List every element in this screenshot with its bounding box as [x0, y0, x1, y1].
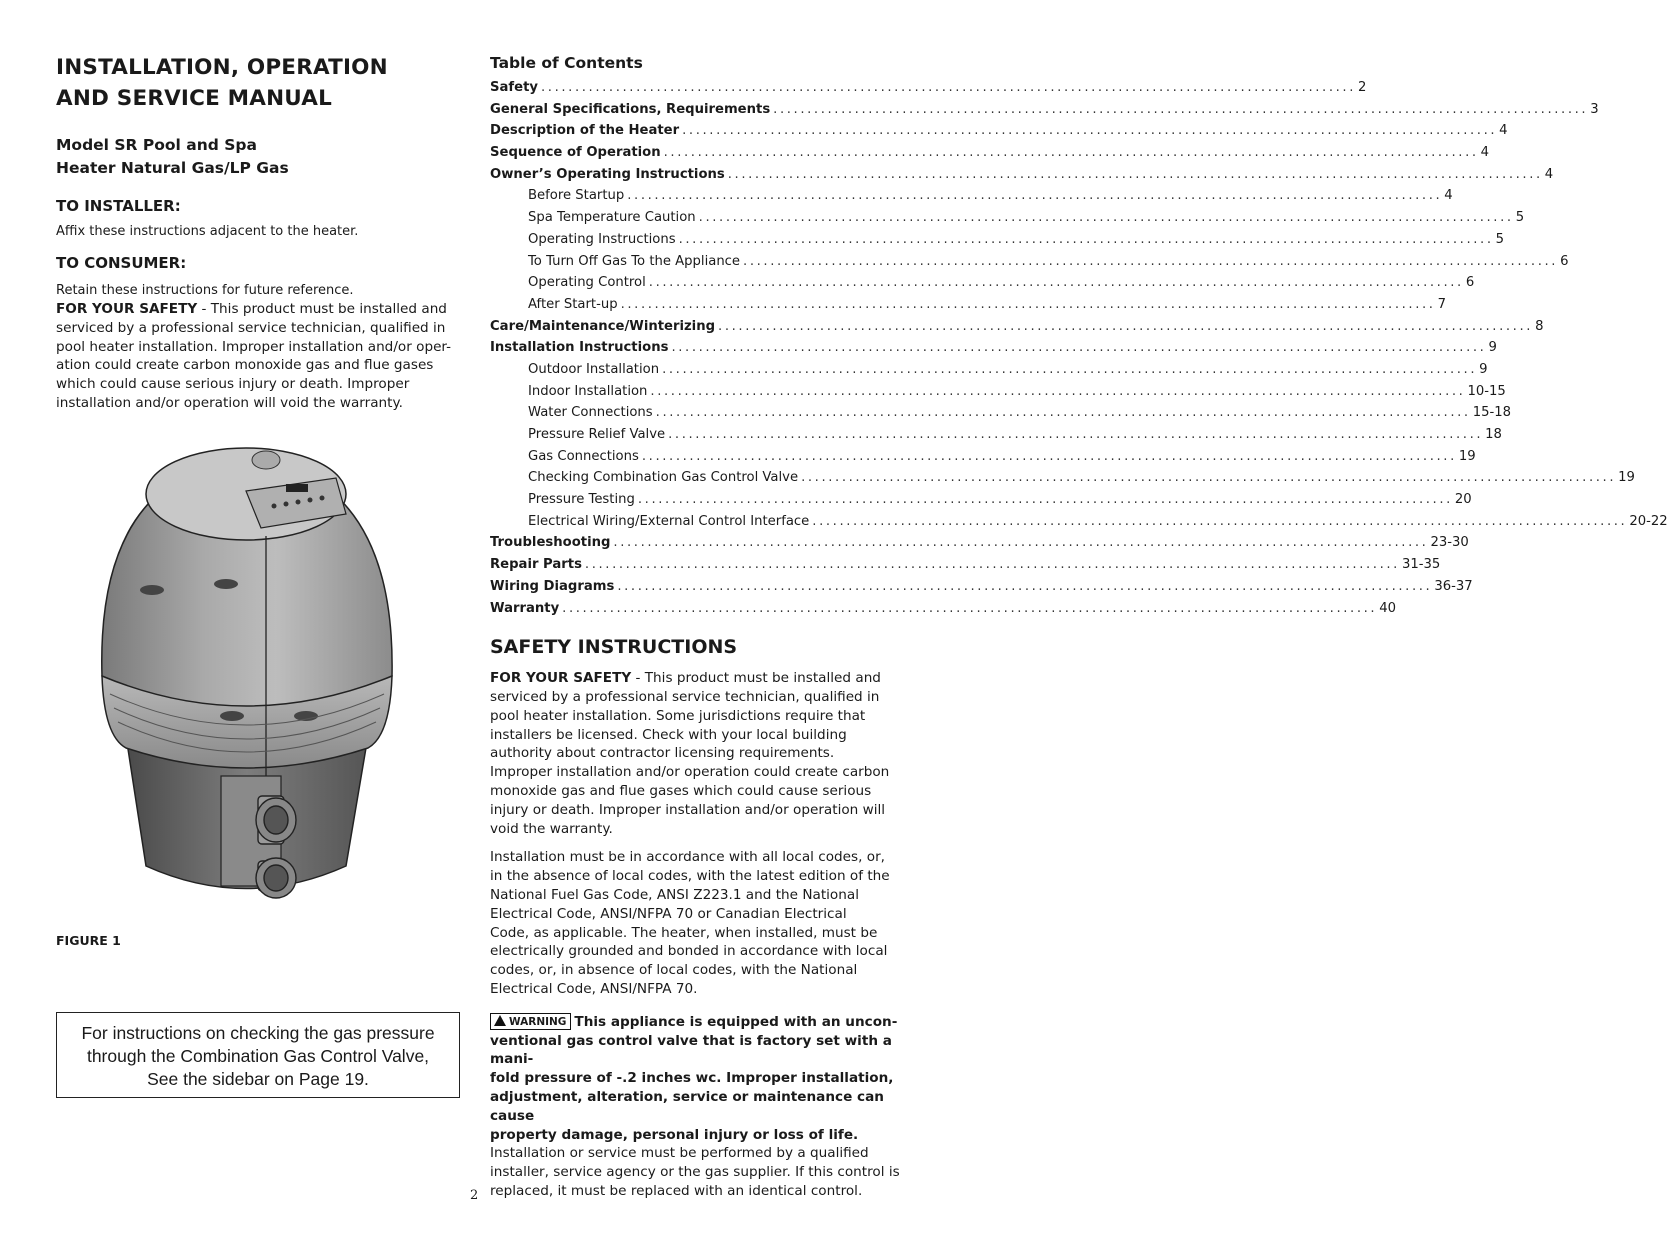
toc-entry	[490, 251, 1569, 273]
toc-entry-label: To Turn Off Gas To the Appliance	[528, 253, 741, 269]
toc-leader-dots: ........................................................................................................................	[562, 600, 1378, 616]
safety-line: void the warranty.	[490, 820, 613, 837]
left-column	[56, 52, 462, 413]
toc-entry-label: Before Startup	[528, 188, 625, 204]
toc-entry	[490, 467, 1635, 489]
safety-line: injury or death. Improper installation and/or operation will	[490, 801, 886, 818]
code-line: Electrical Code, ANSI/NFPA 70 or Canadian Electrical	[490, 905, 847, 922]
toc-leader-dots: ........................................................................................................................	[663, 145, 1479, 161]
toc-entry	[490, 185, 1453, 207]
title-line-1: INSTALLATION, OPERATION	[56, 55, 388, 80]
toc-entry-label: Care/Maintenance/Winterizing	[490, 318, 716, 334]
toc-entry-label: Gas Connections	[528, 448, 639, 464]
safety-line: - This product must be installed and	[631, 670, 881, 687]
toc-entry	[490, 554, 1441, 576]
warning-badge	[490, 1013, 571, 1030]
right-column	[490, 52, 1668, 1211]
model-line-2: Heater Natural Gas/LP Gas	[56, 159, 289, 177]
code-line: Code, as applicable. The heater, when installed, must be	[490, 924, 878, 941]
toc-leader-dots: ........................................................................................................................	[801, 470, 1617, 486]
gas-pressure-note-box	[56, 1012, 460, 1098]
toc-entry-page: 5	[1515, 210, 1525, 226]
toc-entry-label: Pressure Testing	[528, 492, 635, 508]
toc-entry-page: 4	[1444, 188, 1453, 204]
toc-entry	[490, 598, 1396, 620]
toc-entry	[490, 532, 1469, 554]
code-line: in the absence of local codes, with the latest edition of the	[490, 868, 890, 885]
toc-leader-dots: ........................................................................................................................	[650, 383, 1466, 399]
toc-entry-label: Warranty	[490, 600, 560, 616]
toc-entry	[490, 424, 1502, 446]
toc-entry	[490, 489, 1472, 511]
left-safety-bold: FOR YOUR SAFETY	[56, 301, 198, 317]
warning-paragraph	[490, 1013, 900, 1201]
manual-title	[56, 52, 462, 114]
warning-triangle-icon	[494, 1015, 506, 1026]
toc-entry-label: Operating Instructions	[528, 231, 676, 247]
safety-line: pool heater installation. Some jurisdictions require that	[490, 707, 866, 724]
code-line: Electrical Code, ANSI/NFPA 70.	[490, 980, 698, 997]
left-safety-line: - This product must be installed and	[197, 301, 447, 317]
toc-entry-label: General Specifications, Requirements	[490, 101, 771, 117]
toc-leader-dots: ........................................................................................................................	[727, 166, 1543, 182]
toc-entry-page: 8	[1535, 318, 1544, 334]
toc-leader-dots: ........................................................................................................................	[655, 405, 1471, 421]
toc-entry-page: 6	[1560, 253, 1569, 269]
toc-title: Table of Contents	[490, 54, 643, 72]
toc-entry	[490, 337, 1497, 359]
toc-entry-page: 31-35	[1401, 557, 1441, 573]
toc-entry-page: 15-18	[1472, 405, 1512, 421]
toc-entry-label: Installation Instructions	[490, 340, 669, 356]
toc-entry-label: Indoor Installation	[528, 383, 648, 399]
toc-leader-dots: ........................................................................................................................	[718, 318, 1534, 334]
title-line-2: AND SERVICE MANUAL	[56, 86, 333, 111]
toc-entry	[490, 446, 1476, 468]
toc-leader-dots: ........................................................................................................................	[682, 123, 1498, 139]
toc-entry-page: 40	[1379, 600, 1396, 616]
toc-leader-dots: ........................................................................................................................	[540, 80, 1357, 95]
toc-leader-dots: ........................................................................................................................	[668, 427, 1484, 442]
toc-entry-label: Safety	[490, 80, 538, 95]
table-of-contents	[490, 77, 1668, 619]
toc-leader-dots: ........................................................................................................................	[773, 101, 1589, 117]
installer-text: Affix these instructions adjacent to the heater.	[56, 224, 359, 239]
toc-entry	[490, 381, 1506, 403]
toc-leader-dots: ........................................................................................................................	[627, 188, 1443, 204]
toc-entry-page: 4	[1480, 145, 1490, 161]
toc-entry-label: Spa Temperature Caution	[528, 210, 696, 226]
left-safety-line: which could cause serious injury or death. Improper	[56, 376, 410, 393]
toc-entry	[490, 77, 1367, 99]
toc-entry	[490, 402, 1512, 424]
left-safety-line: ation could create carbon monoxide gas and flue gases	[56, 357, 434, 374]
toc-entry	[490, 511, 1668, 533]
warning-line: replaced, it must be replaced with an identical control.	[490, 1182, 863, 1199]
warning-line: installer, service agency or the gas supplier. If this control is	[490, 1164, 900, 1181]
left-safety-line: serviced by a professional service technician, qualified in	[56, 319, 446, 336]
figure-label: FIGURE 1	[56, 933, 121, 948]
toc-entry-page: 23-30	[1430, 535, 1469, 551]
safety-line: monoxide gas and flue gases which could cause serious	[490, 782, 872, 799]
safety-bold: FOR YOUR SAFETY	[490, 670, 632, 687]
code-line: codes, or, in absence of local codes, with the National	[490, 962, 858, 979]
toc-entry-label: Checking Combination Gas Control Valve	[528, 470, 799, 486]
toc-entry	[490, 120, 1508, 142]
model-line-1: Model SR Pool and Spa	[56, 136, 257, 154]
code-line: National Fuel Gas Code, ANSI Z223.1 and the National	[490, 886, 859, 903]
toc-entry-label: Troubleshooting	[490, 535, 611, 551]
toc-entry-page: 5	[1495, 231, 1504, 247]
safety-line: serviced by a professional service technician, qualified in	[490, 688, 880, 705]
note-line: For instructions on checking the gas pressure	[81, 1023, 435, 1043]
toc-entry	[490, 272, 1475, 294]
toc-leader-dots: ........................................................................................................................	[637, 492, 1453, 508]
code-line: Installation must be in accordance with all local codes, or,	[490, 849, 886, 866]
toc-entry-label: Description of the Heater	[490, 123, 680, 139]
toc-leader-dots: ........................................................................................................................	[641, 448, 1457, 464]
toc-entry	[490, 359, 1488, 381]
toc-entry-page: 6	[1465, 275, 1475, 291]
safety-line: installers be licensed. Check with your local building	[490, 726, 847, 743]
toc-entry-page: 9	[1488, 340, 1497, 356]
warning-bold-line: ventional gas control valve that is factory set with a mani-	[490, 1032, 892, 1068]
toc-entry	[490, 207, 1525, 229]
code-line: electrically grounded and bonded in accordance with local	[490, 943, 888, 960]
toc-entry-page: 36-37	[1434, 578, 1473, 594]
toc-entry-page: 3	[1590, 101, 1599, 117]
toc-entry-label: Pressure Relief Valve	[528, 427, 666, 442]
toc-entry-label: Wiring Diagrams	[490, 578, 615, 594]
warning-bold-line: This appliance is equipped with an uncon-	[574, 1013, 898, 1030]
toc-entry-label: Owner’s Operating Instructions	[490, 166, 725, 182]
toc-leader-dots: ........................................................................................................................	[648, 275, 1464, 291]
toc-entry	[490, 164, 1554, 186]
toc-leader-dots: ........................................................................................................................	[617, 578, 1433, 594]
consumer-section	[56, 253, 462, 413]
toc-leader-dots: ........................................................................................................................	[698, 210, 1514, 226]
toc-entry-page: 7	[1437, 296, 1446, 312]
toc-entry-page: 9	[1479, 361, 1488, 377]
toc-leader-dots: ........................................................................................................................	[584, 557, 1400, 573]
toc-leader-dots: ........................................................................................................................	[812, 513, 1628, 529]
toc-entry-page: 19	[1618, 470, 1635, 486]
toc-entry-label: Water Connections	[528, 405, 653, 421]
toc-entry-label: After Start-up	[528, 296, 618, 312]
toc-entry-page: 20	[1454, 492, 1472, 508]
toc-leader-dots: ........................................................................................................................	[743, 253, 1559, 269]
toc-entry	[490, 99, 1599, 121]
warning-label: WARNING	[509, 1015, 567, 1028]
toc-entry-label: Outdoor Installation	[528, 361, 660, 377]
toc-entry	[490, 576, 1473, 598]
toc-leader-dots: ........................................................................................................................	[678, 231, 1494, 247]
pool-heater-illustration	[96, 436, 396, 916]
toc-entry-page: 4	[1544, 166, 1554, 182]
toc-entry-page: 4	[1499, 123, 1508, 139]
safety-line: Improper installation and/or operation could create carbon	[490, 764, 890, 781]
toc-entry	[490, 294, 1446, 316]
consumer-text: Retain these instructions for future reference.	[56, 283, 354, 298]
safety-line: authority about contractor licensing requirements.	[490, 745, 835, 762]
toc-entry-label: Repair Parts	[490, 557, 582, 573]
warning-bold-line: fold pressure of -.2 inches wc. Improper installation,	[490, 1070, 894, 1087]
toc-entry	[490, 229, 1504, 251]
safety-heading: SAFETY INSTRUCTIONS	[490, 636, 738, 659]
warning-bold-line: property damage, personal injury or loss of life.	[490, 1126, 859, 1143]
safety-paragraph-1	[490, 669, 900, 838]
toc-entry-page: 10-15	[1467, 383, 1506, 399]
toc-leader-dots: ........................................................................................................................	[620, 296, 1436, 312]
toc-entry-label: Sequence of Operation	[490, 145, 661, 161]
toc-leader-dots: ........................................................................................................................	[671, 340, 1487, 356]
left-safety-line: pool heater installation. Improper installation and/or oper-	[56, 338, 452, 355]
toc-entry	[490, 316, 1544, 338]
left-safety-paragraph	[56, 300, 462, 413]
left-safety-line: installation and/or operation will void the warranty.	[56, 394, 403, 411]
toc-entry-page: 2	[1358, 80, 1367, 95]
installer-section	[56, 196, 462, 241]
toc-entry-label: Operating Control	[528, 275, 646, 291]
model-subtitle	[56, 134, 462, 180]
consumer-heading: TO CONSUMER:	[56, 254, 187, 272]
note-line: See the sidebar on Page 19.	[147, 1069, 369, 1089]
toc-entry-label: Electrical Wiring/External Control Interface	[528, 513, 810, 529]
warning-bold-line: adjustment, alteration, service or maintenance can cause	[490, 1088, 884, 1124]
installer-heading: TO INSTALLER:	[56, 197, 181, 215]
toc-leader-dots: ........................................................................................................................	[662, 361, 1478, 377]
page-number: 2	[470, 1188, 479, 1203]
toc-entry	[490, 142, 1490, 164]
warning-line: Installation or service must be performed by a qualified	[490, 1145, 869, 1162]
toc-leader-dots: ........................................................................................................................	[613, 535, 1429, 551]
toc-entry-page: 20-22	[1629, 513, 1668, 529]
toc-entry-page: 19	[1458, 448, 1476, 464]
toc-entry-page: 18	[1485, 427, 1502, 442]
note-line: through the Combination Gas Control Valve,	[86, 1046, 430, 1066]
safety-paragraph-2	[490, 848, 900, 998]
